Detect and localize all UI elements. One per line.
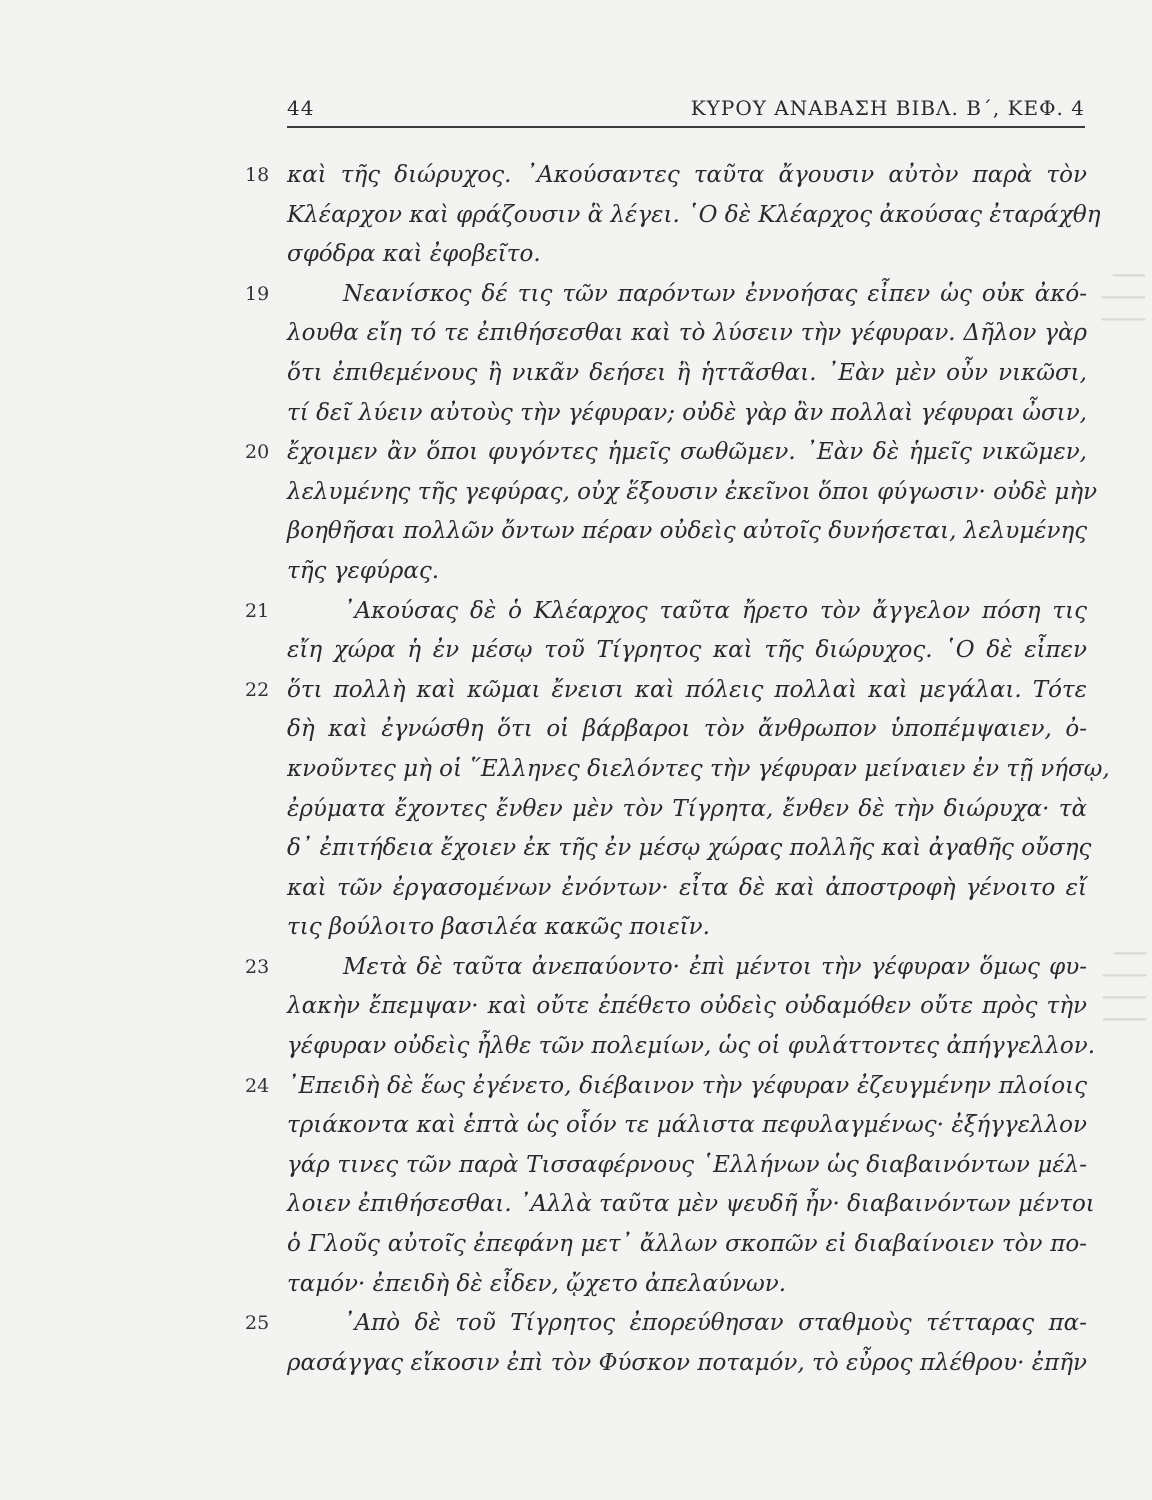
text-line bbox=[245, 1185, 1095, 1225]
text-line bbox=[245, 1146, 1087, 1186]
text-line bbox=[245, 948, 1087, 988]
line-text: ᾿Επειδὴ δὲ ἕως ἐγένετο, διέβαινον τὴν γέφυραν ἐζευγμένην πλοίοις bbox=[287, 1072, 1087, 1099]
text-line bbox=[245, 908, 1087, 948]
text-line bbox=[245, 671, 1087, 711]
line-text: γάρ τινες τῶν παρὰ Τισσαφέρνους ῾Ελλήνων ὡς διαβαινόντων μέλ- bbox=[287, 1151, 1087, 1178]
text-line bbox=[245, 275, 1087, 315]
bleed-through-shadow: ▁▁▁ ▁▁▁▁ ▁▁▁▁ bbox=[1101, 261, 1145, 321]
text-line bbox=[245, 1106, 1087, 1146]
section-number: 19 bbox=[245, 282, 270, 305]
line-text: ρασάγγας εἴκοσιν ἐπὶ τὸν Φύσκον ποταμόν, τὸ εὖρος πλέθρου· ἐπῆν bbox=[287, 1349, 1087, 1376]
text-line bbox=[245, 1265, 1087, 1305]
text-line bbox=[245, 512, 1087, 552]
running-title: ΚΥΡΟΥ ΑΝΑΒΑΣΗ ΒΙΒΛ. Β΄, ΚΕΦ. 4 bbox=[690, 96, 1085, 120]
text-line bbox=[245, 433, 1087, 473]
line-text: δὴ καὶ ἐγνώσθη ὅτι οἱ βάρβαροι τὸν ἄνθρωπον ὑποπέμψαιεν, ὀ- bbox=[287, 716, 1087, 743]
text-line bbox=[245, 156, 1087, 196]
line-text: καὶ τῶν ἐργασομένων ἐνόντων· εἶτα δὲ καὶ ἀποστροφὴ γένοιτο εἴ bbox=[287, 874, 1087, 901]
section-number: 20 bbox=[245, 441, 270, 464]
line-text: σφόδρα καὶ ἐφοβεῖτο. bbox=[287, 241, 541, 268]
line-text: καὶ τῆς διώρυχος. ᾿Ακούσαντες ταῦτα ἄγουσιν αὐτὸν παρὰ τὸν bbox=[287, 162, 1087, 188]
line-text: Νεανίσκος δέ τις τῶν παρόντων ἐννοήσας εἶπεν ὡς οὐκ ἀκό- bbox=[343, 280, 1087, 307]
line-text: Κλέαρχον καὶ φράζουσιν ἃ λέγει. ῾Ο δὲ Κλέαρχος ἀκούσας ἐταράχθη bbox=[287, 201, 1101, 228]
text-line bbox=[245, 196, 1101, 236]
text-line bbox=[245, 394, 1087, 434]
section-number: 25 bbox=[245, 1312, 270, 1335]
line-text: λελυμένης τῆς γεφύρας, οὐχ ἕξουσιν ἐκεῖνοι ὅποι φύγωσιν· οὐδὲ μὴν bbox=[287, 478, 1098, 505]
text-line bbox=[245, 235, 1087, 275]
text-line bbox=[245, 1067, 1087, 1107]
text-line bbox=[245, 869, 1087, 909]
section-number: 24 bbox=[245, 1074, 270, 1097]
page-number: 44 bbox=[287, 96, 315, 120]
line-text: ταμόν· ἐπειδὴ δὲ εἶδεν, ᾤχετο ἀπελαύνων. bbox=[287, 1270, 787, 1297]
greek-text-block bbox=[245, 156, 1110, 1383]
line-text: ὅτι ἐπιθεμένους ἢ νικᾶν δεήσει ἢ ἡττᾶσθαι. ᾿Εὰν μὲν οὖν νικῶσι, bbox=[287, 359, 1087, 386]
text-line bbox=[245, 829, 1092, 869]
line-text: λουθα εἴη τό τε ἐπιθήσεσθαι καὶ τὸ λύσειν τὴν γέφυραν. Δῆλον γὰρ bbox=[287, 320, 1087, 347]
section-number: 23 bbox=[245, 955, 270, 978]
text-line bbox=[245, 552, 1087, 592]
text-line bbox=[245, 314, 1087, 354]
section-number: 21 bbox=[245, 599, 270, 622]
line-text: ᾿Ακούσας δὲ ὁ Κλέαρχος ταῦτα ἤρετο τὸν ἄγγελον πόση τις bbox=[343, 597, 1087, 624]
line-text: βοηθῆσαι πολλῶν ὄντων πέραν οὐδεὶς αὐτοῖς δυνήσεται, λελυμένης bbox=[287, 518, 1088, 545]
line-text: εἴη χώρα ἡ ἐν μέσῳ τοῦ Τίγρητος καὶ τῆς διώρυχος. ῾Ο δὲ εἶπεν bbox=[287, 637, 1087, 664]
text-line bbox=[245, 592, 1087, 632]
text-line bbox=[245, 750, 1110, 790]
line-text: ὅτι πολλὴ καὶ κῶμαι ἔνεισι καὶ πόλεις πολλαὶ καὶ μεγάλαι. Τότε bbox=[287, 676, 1087, 703]
text-line bbox=[245, 987, 1087, 1027]
line-text: τριάκοντα καὶ ἑπτὰ ὡς οἷόν τε μάλιστα πεφυλαγμένως· ἐξήγγελλον bbox=[287, 1112, 1087, 1139]
section-number: 22 bbox=[245, 678, 270, 701]
text-line bbox=[245, 631, 1087, 671]
line-text: τί δεῖ λύειν αὐτοὺς τὴν γέφυραν; οὐδὲ γὰρ ἂν πολλαὶ γέφυραι ὦσιν, bbox=[287, 399, 1087, 426]
line-text: γέφυραν οὐδεὶς ἦλθε τῶν πολεμίων, ὡς οἱ φυλάττοντες ἀπήγγελλον. bbox=[287, 1033, 1095, 1060]
text-line bbox=[245, 1225, 1087, 1265]
page-header bbox=[287, 88, 1085, 128]
line-text: τις βούλοιτο βασιλέα κακῶς ποιεῖν. bbox=[287, 914, 710, 941]
line-text: ὁ Γλοῦς αὐτοῖς ἐπεφάνη μετ᾿ ἄλλων σκοπῶν εἰ διαβαίνοιεν τὸν πο- bbox=[287, 1231, 1087, 1258]
text-line bbox=[245, 1344, 1087, 1384]
line-text: λακὴν ἔπεμψαν· καὶ οὔτε ἐπέθετο οὐδεὶς οὐδαμόθεν οὔτε πρὸς τὴν bbox=[287, 993, 1087, 1020]
text-line bbox=[245, 354, 1087, 394]
text-line bbox=[245, 790, 1087, 830]
line-text: Μετὰ δὲ ταῦτα ἀνεπαύοντο· ἐπὶ μέντοι τὴν γέφυραν ὅμως φυ- bbox=[343, 953, 1087, 980]
bleed-through-shadow: ▁▁▁ ▁▁▁▁ ▁▁▁▁ ▁▁▁▁ bbox=[1102, 939, 1146, 1021]
line-text: ᾿Απὸ δὲ τοῦ Τίγρητος ἐπορεύθησαν σταθμοὺς τέτταρας πα- bbox=[343, 1310, 1087, 1337]
text-line bbox=[245, 1304, 1087, 1344]
line-text: τῆς γεφύρας. bbox=[287, 557, 440, 584]
text-line bbox=[245, 1027, 1095, 1067]
line-text: ἐρύματα ἔχοντες ἔνθεν μὲν τὸν Τίγρητα, ἔνθεν δὲ τὴν διώρυχα· τὰ bbox=[287, 795, 1087, 822]
line-text: ἔχοιμεν ἂν ὅποι φυγόντες ἡμεῖς σωθῶμεν. ᾿Εὰν δὲ ἡμεῖς νικῶμεν, bbox=[287, 439, 1087, 466]
line-text: λοιεν ἐπιθήσεσθαι. ᾿Αλλὰ ταῦτα μὲν ψευδῆ ἦν· διαβαινόντων μέντοι bbox=[287, 1191, 1095, 1218]
text-line bbox=[245, 710, 1087, 750]
line-text: κνοῦντες μὴ οἱ ῞Ελληνες διελόντες τὴν γέφυραν μείναιεν ἐν τῇ νήσῳ, bbox=[287, 755, 1110, 782]
line-text: δ᾿ ἐπιτήδεια ἔχοιεν ἐκ τῆς ἐν μέσῳ χώρας πολλῆς καὶ ἀγαθῆς οὔσης bbox=[287, 835, 1092, 862]
text-line bbox=[245, 473, 1098, 513]
section-number: 18 bbox=[245, 164, 270, 186]
